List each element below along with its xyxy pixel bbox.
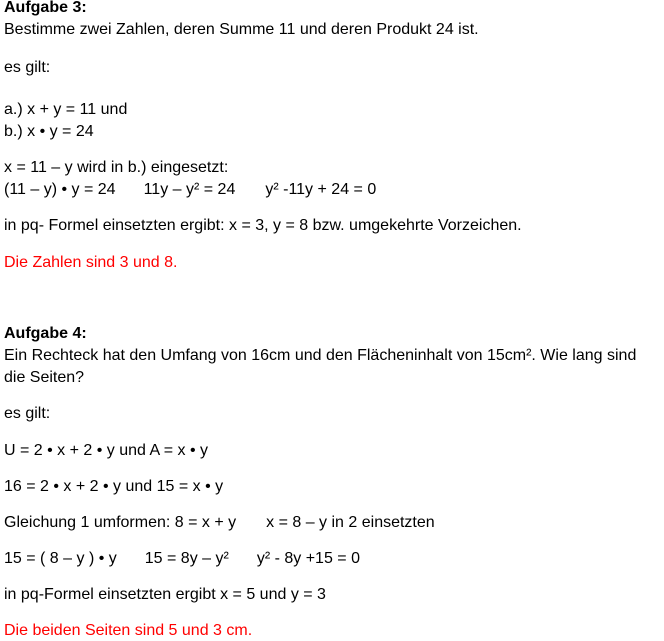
aufgabe-4-values: 16 = 2 • x + 2 • y und 15 = x • y (4, 478, 224, 495)
aufgabe-4-heading: Aufgabe 4: (4, 325, 87, 342)
aufgabe-3-eq2: 11y – y² = 24 (143, 181, 236, 198)
aufgabe-3-pq-result: in pq- Formel einsetzten ergibt: x = 3, y = 8 bzw. umgekehrte Vorzeichen. (4, 217, 522, 234)
aufgabe-3-equation-b: b.) x • y = 24 (4, 123, 94, 140)
aufgabe-3-task: Bestimme zwei Zahlen, deren Summe 11 und deren Produkt 24 ist. (4, 21, 479, 38)
aufgabe-3-equation-line (4, 180, 376, 200)
aufgabe-4-substitution-line (4, 549, 360, 569)
aufgabe-3-es-gilt: es gilt: (4, 59, 51, 76)
aufgabe-4-task-line-1: Ein Rechteck hat den Umfang von 16cm und den Flächeninhalt von 15cm². Wie lang sind (4, 347, 637, 364)
aufgabe-4-es-gilt: es gilt: (4, 405, 51, 422)
aufgabe-4-sub1: 15 = ( 8 – y ) • y (4, 550, 117, 567)
aufgabe-3-equation-a: a.) x + y = 11 und (4, 101, 128, 118)
aufgabe-4-rearrange-2: x = 8 – y in 2 einsetzten (266, 514, 435, 531)
aufgabe-4-task-line-2: die Seiten? (4, 369, 85, 386)
aufgabe-4-sub2: 15 = 8y – y² (144, 550, 229, 567)
aufgabe-3-eq3: y² -11y + 24 = 0 (265, 181, 377, 198)
aufgabe-4-pq-result: in pq-Formel einsetzten ergibt x = 5 und y = 3 (4, 586, 326, 603)
aufgabe-3-heading: Aufgabe 3: (4, 0, 87, 16)
aufgabe-3-substitution: x = 11 – y wird in b.) eingesetzt: (4, 159, 229, 176)
aufgabe-4-sub3: y² - 8y +15 = 0 (256, 550, 360, 567)
aufgabe-3-answer: Die Zahlen sind 3 und 8. (4, 254, 178, 271)
aufgabe-4-rearrange-line (4, 513, 435, 533)
aufgabe-4-rearrange: Gleichung 1 umformen: 8 = x + y (4, 514, 237, 531)
aufgabe-4-formulas: U = 2 • x + 2 • y und A = x • y (4, 442, 209, 459)
aufgabe-4-answer: Die beiden Seiten sind 5 und 3 cm. (4, 622, 253, 639)
aufgabe-3-eq1: (11 – y) • y = 24 (4, 181, 116, 198)
